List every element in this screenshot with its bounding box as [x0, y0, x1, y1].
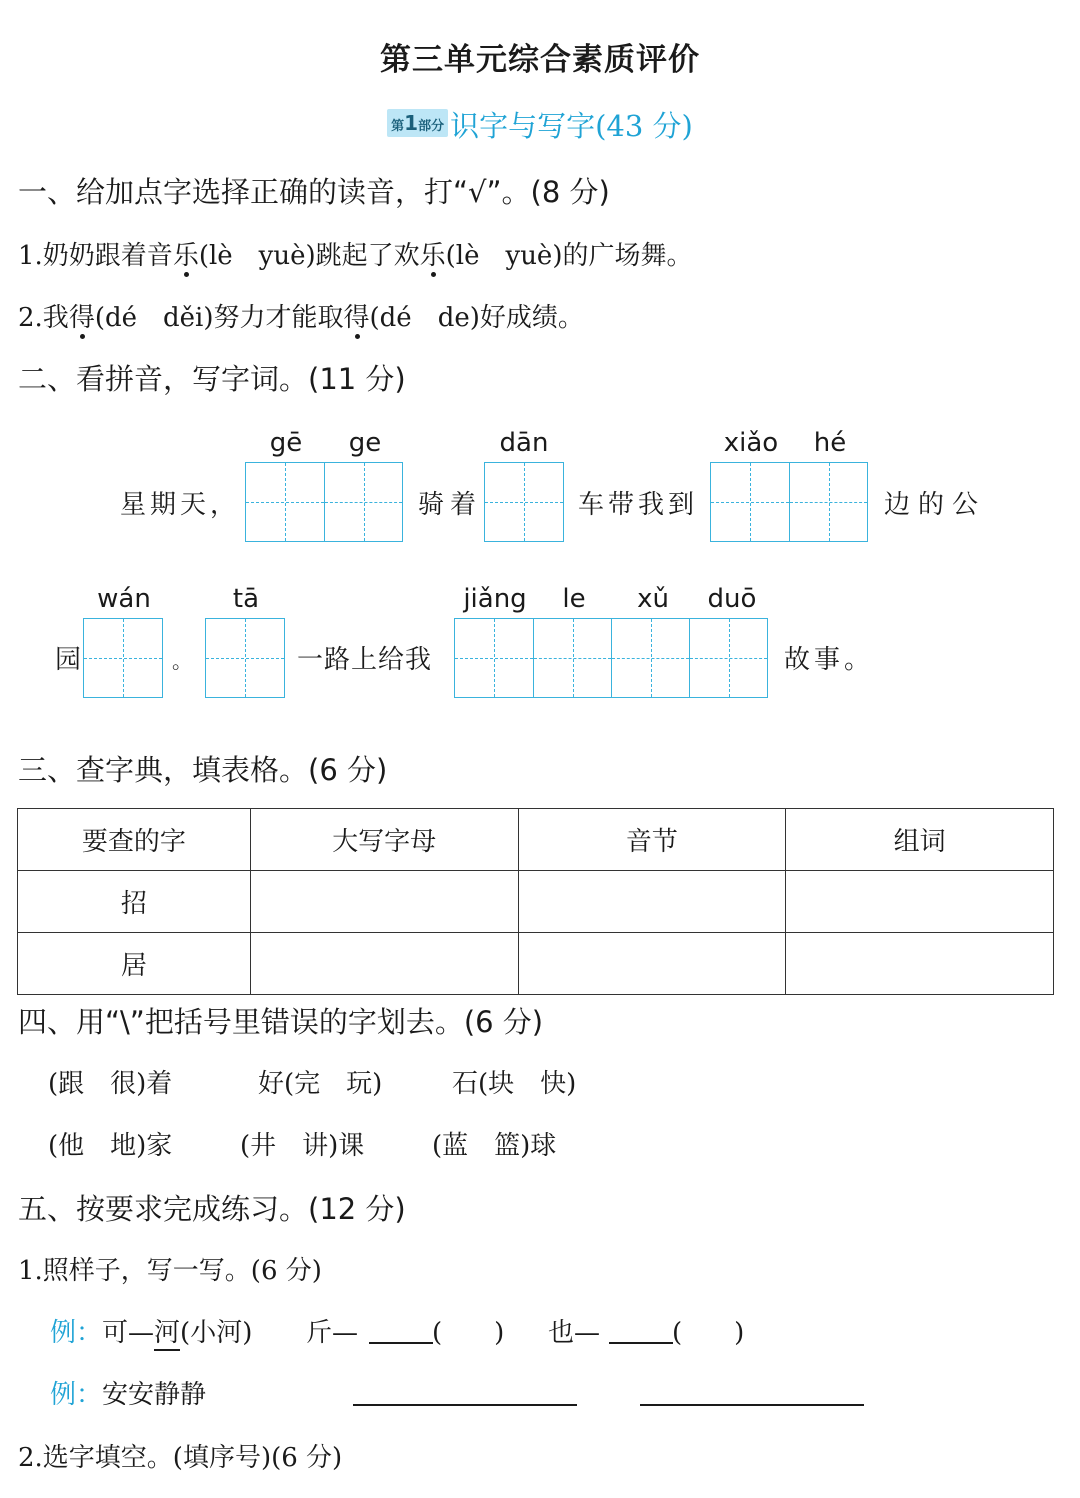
- writing-grid[interactable]: [245, 462, 403, 542]
- page-title: 第三单元综合素质评价: [380, 42, 700, 78]
- example-label: 例：: [50, 1318, 103, 1348]
- row2-text3: 一路上给我: [297, 645, 433, 675]
- example-row-1: 例：可—河(小河): [50, 1312, 252, 1351]
- row1-text3: 车带我到: [578, 490, 699, 520]
- table-cell: 居: [18, 933, 251, 995]
- exercise-item: 斤—: [306, 1318, 359, 1348]
- answer-cell[interactable]: [250, 933, 518, 995]
- part-heading: [0, 104, 1080, 145]
- table-header: 大写字母: [250, 809, 518, 871]
- section3-heading: 三、查字典，填表格。(6 分): [18, 753, 388, 787]
- section5-q1: 1.照样子，写一写。(6 分): [18, 1256, 322, 1286]
- choice-item[interactable]: 好(完 玩): [258, 1069, 383, 1099]
- example-row-2: 例：安安静静: [50, 1380, 207, 1410]
- dictionary-table: [17, 808, 1054, 995]
- table-header: 组词: [786, 809, 1054, 871]
- dotted-char: 乐: [172, 241, 199, 271]
- grid-cell[interactable]: [789, 463, 867, 541]
- table-header-row: [18, 809, 1054, 871]
- writing-grid[interactable]: [454, 618, 768, 698]
- table-header: 要查的字: [18, 809, 251, 871]
- table-cell: 招: [18, 871, 251, 933]
- paren-blank[interactable]: ( ): [672, 1318, 745, 1348]
- section1-q1: 1.奶奶跟着音乐(lè yuè)跳起了欢乐(lè yuè)的广场舞。: [18, 241, 693, 271]
- writing-grid[interactable]: [484, 462, 564, 542]
- pinyin: duō: [707, 584, 757, 614]
- choice-item[interactable]: 石(块 快): [452, 1069, 577, 1099]
- answer-cell[interactable]: [518, 871, 786, 933]
- answer-line[interactable]: [640, 1404, 864, 1406]
- pinyin: ge: [348, 428, 382, 458]
- pinyin: jiǎng: [463, 584, 527, 614]
- paren-blank[interactable]: ( ): [432, 1318, 505, 1348]
- grid-cell[interactable]: [455, 619, 533, 697]
- dotted-char: 得: [343, 303, 370, 333]
- grid-cell[interactable]: [611, 619, 689, 697]
- part-title: 识字与写字(43 分): [450, 109, 693, 143]
- answer-blank[interactable]: [609, 1342, 673, 1344]
- writing-grid[interactable]: [710, 462, 868, 542]
- row2-text1: 园: [55, 645, 82, 675]
- row2-text2: 。: [172, 649, 192, 673]
- writing-grid[interactable]: [83, 618, 163, 698]
- pinyin: le: [562, 584, 586, 614]
- grid-cell[interactable]: [84, 619, 162, 697]
- grid-cell[interactable]: [246, 463, 324, 541]
- table-row: [18, 933, 1054, 995]
- answer-cell[interactable]: [250, 871, 518, 933]
- writing-grid[interactable]: [205, 618, 285, 698]
- section1-q2: 2.我得(dé děi)努力才能取得(dé de)好成绩。: [18, 303, 584, 333]
- choice-item[interactable]: (井 讲)课: [240, 1131, 365, 1161]
- exercise-item: 也—: [548, 1318, 601, 1348]
- grid-cell[interactable]: [711, 463, 789, 541]
- grid-cell[interactable]: [689, 619, 767, 697]
- section5-heading: 五、按要求完成练习。(12 分): [18, 1192, 406, 1226]
- pinyin: dān: [499, 428, 549, 458]
- part-badge: 第1部分: [387, 109, 448, 137]
- row1-text1: 星期天，: [120, 490, 241, 520]
- answer-cell[interactable]: [786, 933, 1054, 995]
- row2-text4: 故事。: [784, 645, 875, 675]
- section5-q2: 2.选字填空。(填序号)(6 分): [18, 1443, 343, 1473]
- example-label: 例：: [50, 1380, 103, 1410]
- dotted-char: 乐: [419, 241, 446, 271]
- row1-text4: 边的公: [884, 490, 987, 520]
- pinyin: gē: [269, 428, 303, 458]
- grid-cell[interactable]: [206, 619, 284, 697]
- underlined-char: 河: [154, 1312, 180, 1351]
- grid-cell[interactable]: [485, 463, 563, 541]
- table-header: 音节: [518, 809, 786, 871]
- pinyin: tā: [232, 584, 260, 614]
- choice-item[interactable]: (跟 很)着: [48, 1069, 173, 1099]
- dotted-char: 得: [68, 303, 95, 333]
- section1-heading: 一、给加点字选择正确的读音，打“√”。(8 分): [18, 175, 610, 209]
- section4-heading: 四、用“\”把括号里错误的字划去。(6 分): [18, 1005, 544, 1039]
- row1-text2: 骑着: [418, 490, 483, 520]
- answer-cell[interactable]: [518, 933, 786, 995]
- section2-heading: 二、看拼音，写字词。(11 分): [18, 362, 406, 396]
- pinyin: xǔ: [637, 584, 669, 614]
- answer-line[interactable]: [353, 1404, 577, 1406]
- pinyin: wán: [97, 584, 151, 614]
- grid-cell[interactable]: [324, 463, 402, 541]
- table-row: [18, 871, 1054, 933]
- pinyin: xiǎo: [723, 428, 779, 458]
- grid-cell[interactable]: [533, 619, 611, 697]
- choice-item[interactable]: (蓝 篮)球: [432, 1131, 557, 1161]
- answer-blank[interactable]: [369, 1342, 433, 1344]
- choice-item[interactable]: (他 地)家: [48, 1131, 173, 1161]
- answer-cell[interactable]: [786, 871, 1054, 933]
- pinyin: hé: [813, 428, 847, 458]
